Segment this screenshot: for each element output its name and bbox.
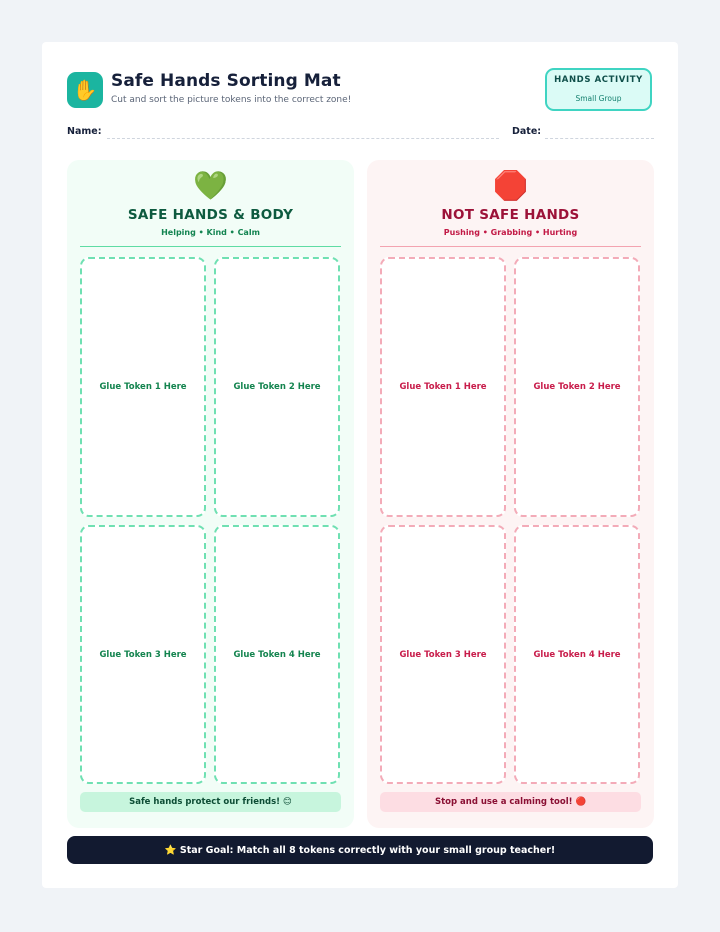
name-field[interactable]	[107, 138, 499, 139]
zone-title: SAFE HANDS & BODY	[127, 207, 294, 223]
star-goal-banner: ⭐ Star Goal: Match all 8 tokens correctly with your small group teacher!	[67, 836, 653, 864]
token-slot[interactable]: Glue Token 2 Here	[214, 257, 340, 517]
token-slot[interactable]: Glue Token 2 Here	[514, 257, 640, 517]
token-slot[interactable]: Glue Token 4 Here	[214, 525, 340, 784]
name-label: Name:	[67, 126, 102, 137]
zone-title: NOT SAFE HANDS	[441, 207, 580, 223]
badge-subtitle: Small Group	[575, 94, 622, 103]
worksheet-page	[42, 42, 678, 888]
badge-title: HANDS ACTIVITY	[554, 75, 643, 85]
token-slot[interactable]: Glue Token 3 Here	[80, 525, 206, 784]
raised-hand-icon: ✋	[67, 72, 103, 108]
stop-sign-icon: 🛑	[493, 169, 528, 202]
green-heart-icon: 💚	[193, 169, 228, 202]
zone-footer: Stop and use a calming tool! 🔴	[380, 792, 641, 812]
activity-badge	[545, 68, 652, 111]
zone-subtitle: Helping • Kind • Calm	[161, 228, 260, 237]
not-safe-hands-zone	[367, 160, 654, 828]
token-slot[interactable]: Glue Token 1 Here	[80, 257, 206, 517]
date-label: Date:	[512, 126, 542, 137]
date-field[interactable]	[545, 138, 654, 139]
zone-divider	[80, 246, 341, 247]
token-slot[interactable]: Glue Token 3 Here	[380, 525, 506, 784]
token-slot[interactable]: Glue Token 4 Here	[514, 525, 640, 784]
page-subtitle: Cut and sort the picture tokens into the correct zone!	[111, 95, 352, 105]
zone-divider	[380, 246, 641, 247]
zone-subtitle: Pushing • Grabbing • Hurting	[443, 228, 578, 237]
zone-footer: Safe hands protect our friends! 😊	[80, 792, 341, 812]
page-title: Safe Hands Sorting Mat	[111, 71, 341, 91]
safe-hands-zone	[67, 160, 354, 828]
token-slot[interactable]: Glue Token 1 Here	[380, 257, 506, 517]
